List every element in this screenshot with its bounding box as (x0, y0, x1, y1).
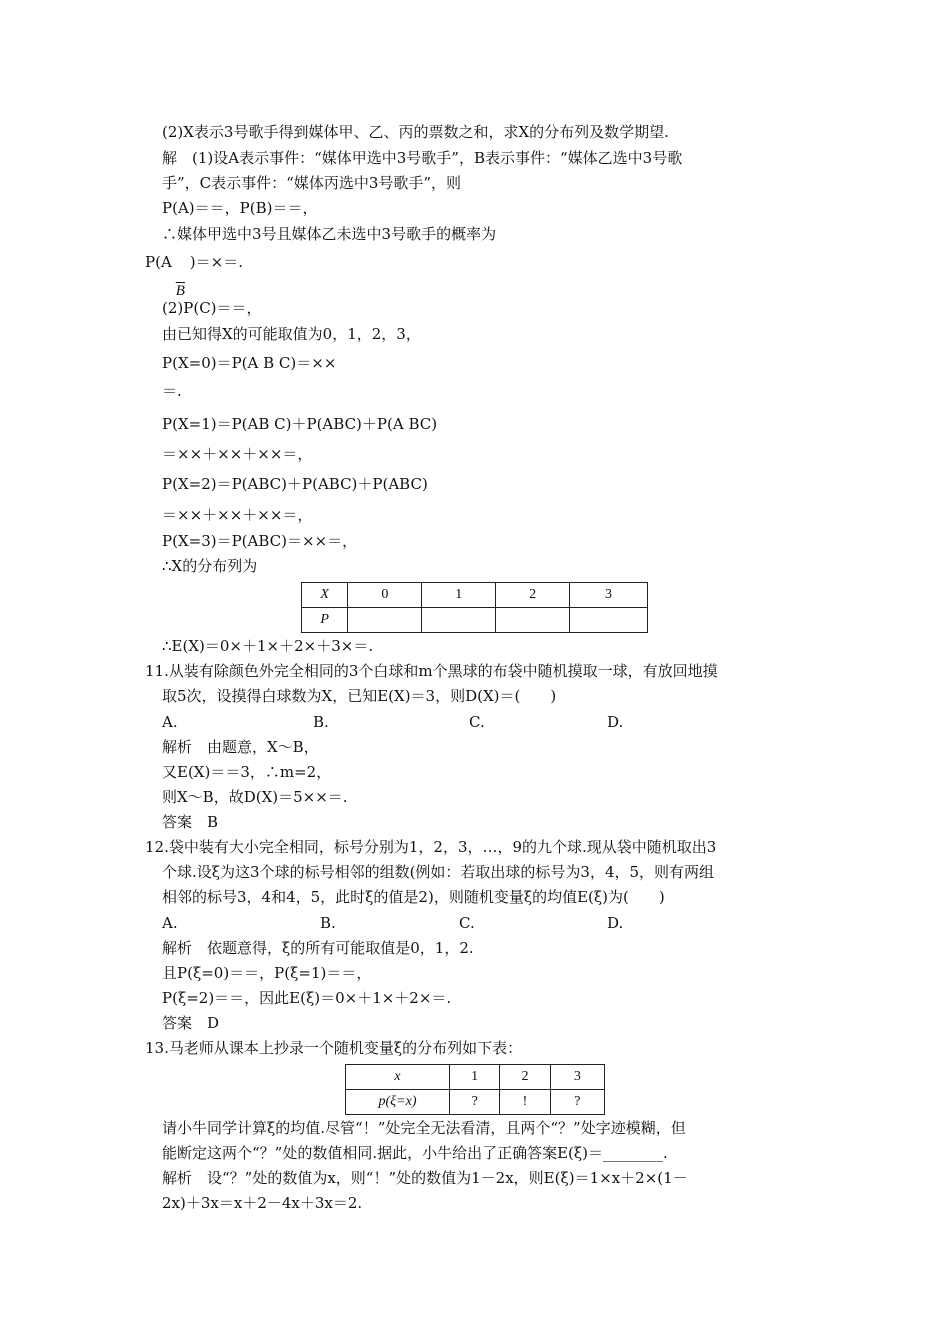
table-row (302, 608, 648, 633)
table-row (302, 583, 648, 608)
q11-option-a: A. (162, 713, 178, 731)
table-cell (570, 608, 648, 633)
q11-option-c: C. (469, 713, 485, 731)
q12-analysis-line2: 且P(ξ=0)＝＝，P(ξ=1)＝＝， (162, 964, 372, 982)
q10-part2-statement: (2)X表示3号歌手得到媒体甲、乙、丙的票数之和，求X的分布列及数学期望. (162, 123, 669, 141)
q13-body-line2: 能断定这两个“？”处的数值相同.据此，小牛给出了正确答案E(ξ)＝________. (162, 1144, 668, 1162)
q12-option-d: D. (607, 914, 624, 932)
q10-p-a-notb-pre: P(A (145, 253, 172, 271)
q10-px3: P(X=3)＝P(ABC)＝××＝， (162, 532, 358, 550)
table-cell: 1 (422, 583, 496, 608)
q10-part2-pc: (2)P(C)＝＝， (162, 299, 262, 317)
q10-px2: P(X=2)＝P(ABC)＋P(ABC)＋P(ABC) (162, 475, 428, 493)
q10-px1-result: ＝××＋××＋××＝， (162, 445, 313, 463)
q12-statement-line1: 12.袋中装有大小完全相同，标号分别为1，2，3，…，9的九个球.现从袋中随机取出3 (145, 838, 717, 856)
q10-values-line: 由已知得X的可能取值为0，1，2，3， (162, 325, 421, 343)
table-cell: X (302, 583, 348, 608)
q10-therefore-prob: ∴媒体甲选中3号且媒体乙未选中3号歌手的概率为 (162, 225, 497, 243)
q12-statement-line3: 相邻的标号3，4和4，5，此时ξ的值是2)，则随机变量ξ的均值E(ξ)为( ) (162, 888, 665, 906)
table-cell (422, 608, 496, 633)
q12-answer: 答案 D (162, 1014, 220, 1032)
q11-analysis-line2: 又E(X)＝＝3，∴m=2， (162, 763, 332, 781)
q10-distribution-intro: ∴X的分布列为 (162, 557, 258, 575)
q11-option-b: B. (313, 713, 329, 731)
table-cell: x (346, 1065, 450, 1090)
table-cell (496, 608, 570, 633)
q12-option-a: A. (162, 914, 178, 932)
q10-solution-line2: 手”，C表示事件：“媒体丙选中3号歌手”，则 (162, 174, 462, 192)
q11-analysis-line3: 则X～B，故D(X)＝5××＝. (162, 788, 348, 806)
q11-analysis-line1: 解析 由题意，X～B， (162, 738, 319, 756)
table-cell: 0 (348, 583, 422, 608)
table-cell: ? (550, 1090, 604, 1115)
q10-notb-bar: $\overline{B}$ (175, 283, 185, 299)
table-cell (348, 608, 422, 633)
q12-option-b: B. (320, 914, 336, 932)
q12-option-c: C. (459, 914, 475, 932)
q13-body-line1: 请小牛同学计算ξ的均值.尽管“！”处完全无法看清，且两个“？”处字迹模糊，但 (162, 1119, 686, 1137)
table-cell: 3 (570, 583, 648, 608)
table-cell: ! (500, 1090, 550, 1115)
table-cell: ? (450, 1090, 500, 1115)
table-cell: 3 (550, 1065, 604, 1090)
q13-distribution-table (345, 1064, 605, 1115)
q10-px0-result: ＝. (162, 382, 182, 400)
q10-p-a-notb-post: )＝×＝. (189, 253, 243, 271)
table-row (346, 1090, 605, 1115)
q12-analysis-line3: P(ξ=2)＝＝，因此E(ξ)＝0×＋1×＋2×＝. (162, 989, 452, 1007)
table-cell: P (302, 608, 348, 633)
q10-solution-line1: 解 (1)设A表示事件：“媒体甲选中3号歌手”，B表示事件：“媒体乙选中3号歌 (162, 149, 683, 167)
q10-pa-pb: P(A)＝＝，P(B)＝＝， (162, 199, 318, 217)
q10-px1: P(X=1)＝P(AB C)＋P(ABC)＋P(A BC) (162, 415, 438, 433)
q11-option-d: D. (607, 713, 624, 731)
table-row (346, 1065, 605, 1090)
q11-answer: 答案 B (162, 813, 219, 831)
q12-analysis-line1: 解析 依题意得，ξ的所有可能取值是0，1，2. (162, 939, 474, 957)
q10-p-a-notb (145, 252, 243, 299)
q10-distribution-table (301, 582, 648, 633)
q10-px0: P(X=0)＝P(A B C)＝×× (162, 354, 337, 372)
q10-px2-result: ＝××＋××＋××＝， (162, 506, 313, 524)
q13-analysis-line2: 2x)＋3x＝x＋2－4x＋3x＝2. (162, 1194, 363, 1212)
q13-statement: 13.马老师从课本上抄录一个随机变量ξ的分布列如下表： (145, 1039, 523, 1057)
table-cell: 2 (500, 1065, 550, 1090)
q10-expectation: ∴E(X)＝0×＋1×＋2×＋3×＝. (162, 637, 374, 655)
table-cell: p(ξ=x) (346, 1090, 450, 1115)
q12-statement-line2: 个球.设ξ为这3个球的标号相邻的组数(例如：若取出球的标号为3，4，5，则有两组 (162, 863, 715, 881)
table-cell: 2 (496, 583, 570, 608)
q11-statement-line1: 11.从装有除颜色外完全相同的3个白球和m个黑球的布袋中随机摸取一球，有放回地摸 (145, 662, 718, 680)
q11-statement-line2: 取5次，设摸得白球数为X，已知E(X)＝3，则D(X)＝( ) (162, 687, 557, 705)
table-cell: 1 (450, 1065, 500, 1090)
q13-analysis-line1: 解析 设“？”处的数值为x，则“！”处的数值为1－2x，则E(ξ)＝1×x＋2×(1－ (162, 1169, 688, 1187)
